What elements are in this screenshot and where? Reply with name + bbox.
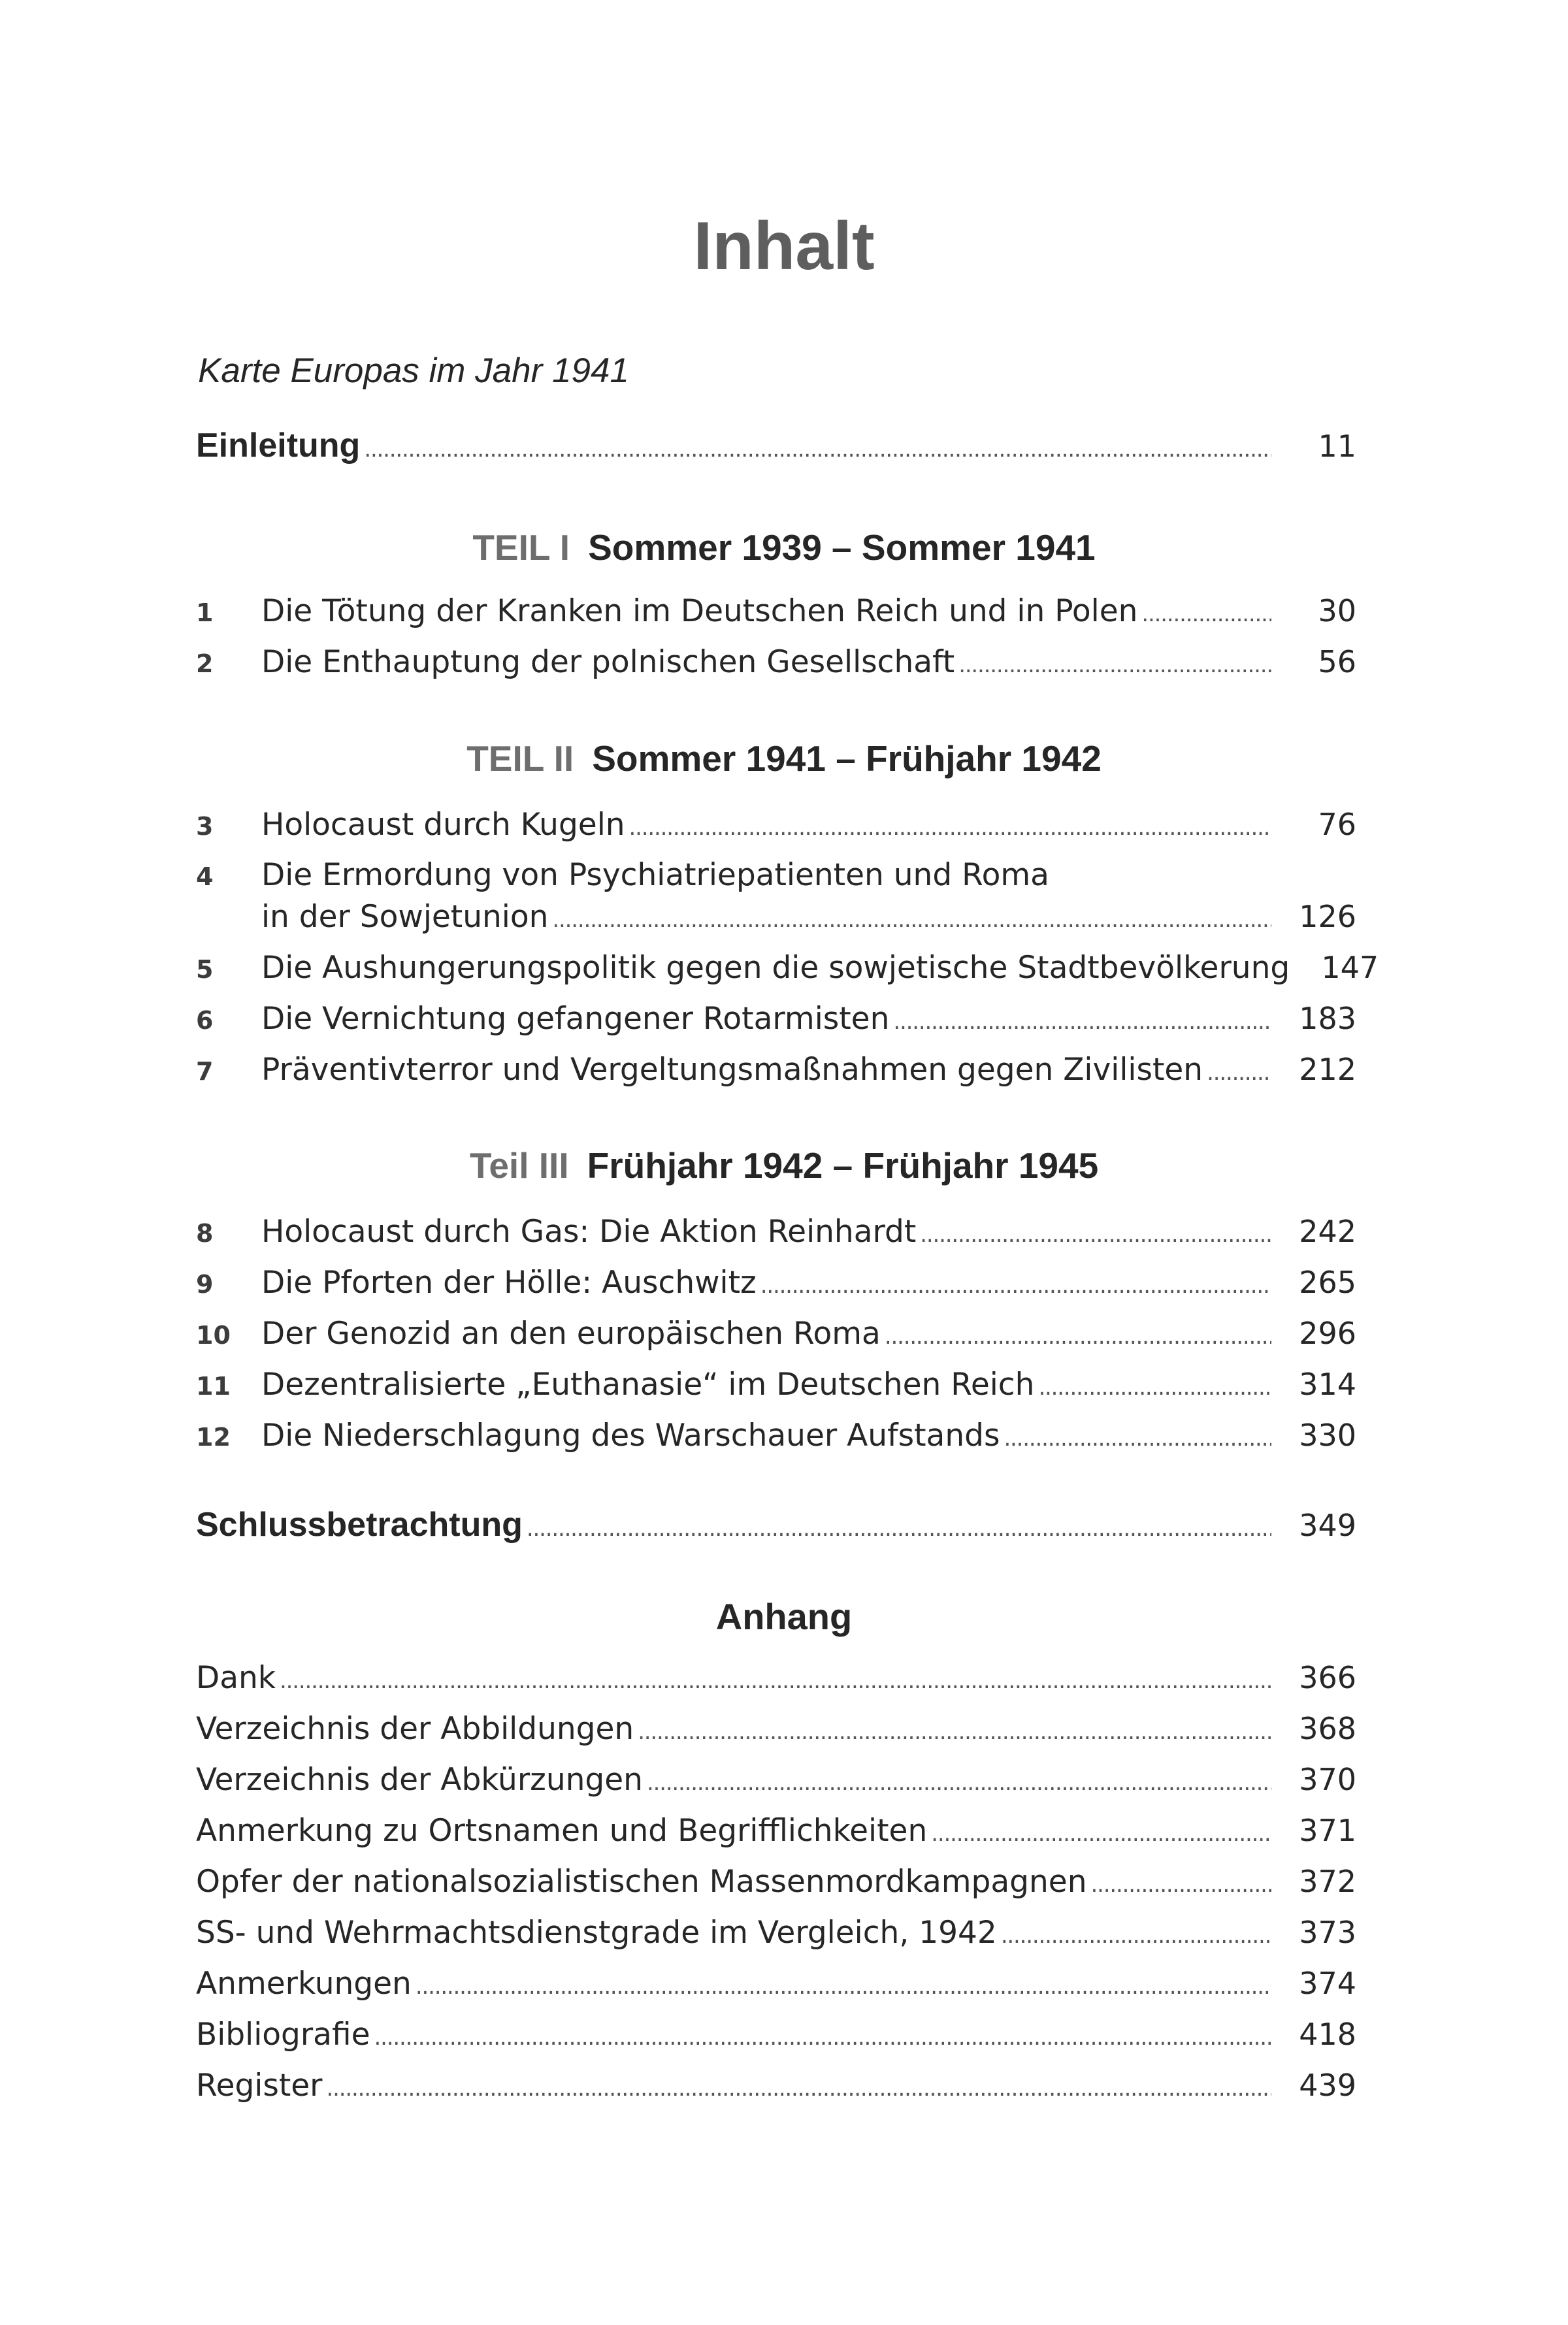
chapter-number: 3 [196, 812, 214, 841]
dot-leader [885, 1317, 1271, 1356]
chapter-number: 10 [196, 1321, 231, 1350]
entry-label: Verzeichnis der Abkürzungen [196, 1762, 643, 1798]
entry-label: Dezentralisierte „Euthanasie“ im Deutschen Reich [261, 1367, 1035, 1403]
toc-entry-conclusion[interactable] [196, 1505, 1356, 1551]
toc-entry-chapter-5[interactable] [196, 948, 1379, 994]
part-number: Teil III [469, 1145, 569, 1186]
toc-entry-appendix-register[interactable] [196, 2066, 1356, 2111]
entry-page: 265 [1299, 1265, 1356, 1300]
entry-page: 439 [1299, 2068, 1356, 2103]
entry-page: 314 [1299, 1367, 1356, 1402]
entry-page: 296 [1299, 1316, 1356, 1351]
entry-label: Die Tötung der Kranken im Deutschen Reich und in Polen [261, 593, 1138, 629]
chapter-number: 9 [196, 1270, 214, 1299]
entry-page: 372 [1299, 1864, 1356, 1899]
entry-label: Die Vernichtung gefangener Rotarmisten [261, 1001, 890, 1037]
chapter-number: 11 [196, 1372, 231, 1401]
entry-label: Die Pforten der Hölle: Auschwitz [261, 1265, 757, 1301]
dot-leader [1004, 1419, 1271, 1458]
toc-entry-chapter-11[interactable] [196, 1365, 1356, 1410]
dot-leader [374, 2018, 1272, 2057]
toc-entry-appendix-anmerkungen[interactable] [196, 1964, 1356, 2009]
toc-entry-appendix-abbildungen[interactable] [196, 1709, 1356, 1755]
entry-label: Die Enthauptung der polnischen Gesellschaft [261, 644, 955, 680]
entry-page: 373 [1299, 1915, 1356, 1950]
toc-entry-einleitung[interactable] [196, 426, 1356, 472]
dot-leader [1091, 1865, 1271, 1904]
entry-page: 242 [1299, 1214, 1356, 1249]
entry-label: Der Genozid an den europäischen Roma [261, 1316, 881, 1352]
map-entry: Karte Europas im Jahr 1941 [198, 351, 629, 390]
chapter-number: 1 [196, 598, 214, 627]
dot-leader [327, 2069, 1271, 2108]
entry-label: Die Niederschlagung des Warschauer Aufstands [261, 1418, 1000, 1454]
entry-page: 330 [1299, 1418, 1356, 1453]
toc-entry-appendix-opfer[interactable] [196, 1862, 1356, 1908]
dot-leader [629, 808, 1271, 847]
chapter-number: 7 [196, 1057, 214, 1086]
dot-leader [1038, 1368, 1271, 1407]
dot-leader [920, 1215, 1271, 1254]
chapter-number: 12 [196, 1423, 231, 1452]
dot-leader [527, 1509, 1271, 1548]
entry-label: Anmerkungen [196, 1966, 412, 2002]
dot-leader [760, 1266, 1271, 1305]
dot-leader [416, 1967, 1271, 2006]
dot-leader [647, 1763, 1271, 1802]
dot-leader [552, 900, 1271, 939]
entry-label: Verzeichnis der Abbildungen [196, 1711, 634, 1747]
entry-page: 368 [1299, 1711, 1356, 1746]
chapter-number: 5 [196, 955, 214, 984]
page-title: Inhalt [693, 208, 875, 284]
entry-label: Bibliografie [196, 2017, 370, 2053]
entry-label: SS- und Wehrmachtsdienstgrade im Vergleich, 1942 [196, 1915, 997, 1951]
toc-entry-chapter-6[interactable] [196, 999, 1356, 1045]
toc-entry-chapter-8[interactable] [196, 1212, 1356, 1258]
part-number: TEIL I [472, 527, 570, 568]
part-range: Frühjahr 1942 – Frühjahr 1945 [587, 1145, 1099, 1186]
entry-label: Opfer der nationalsozialistischen Massenmordkampagnen [196, 1864, 1087, 1900]
toc-entry-appendix-bibliografie[interactable] [196, 2015, 1356, 2060]
chapter-number: 8 [196, 1219, 214, 1248]
entry-label: Anmerkung zu Ortsnamen und Begrifflichkeiten [196, 1813, 928, 1849]
dot-leader [931, 1814, 1271, 1853]
entry-label: Präventivterror und Vergeltungsmaßnahmen gegen Zivilisten [261, 1052, 1203, 1088]
dot-leader [364, 430, 1271, 469]
dot-leader [1207, 1053, 1271, 1092]
entry-label: Holocaust durch Kugeln [261, 807, 625, 843]
dot-leader [1001, 1916, 1271, 1955]
toc-entry-chapter-10[interactable] [196, 1314, 1356, 1359]
toc-entry-chapter-9[interactable] [196, 1263, 1356, 1309]
toc-entry-chapter-4-line-1[interactable] [196, 856, 1356, 896]
part-heading-2 [0, 737, 1568, 780]
entry-label: Die Ermordung von Psychiatriepatienten und Roma [261, 857, 1049, 893]
entry-label: Schlussbetrachtung [196, 1506, 523, 1544]
entry-page: 371 [1299, 1813, 1356, 1848]
part-range: Sommer 1939 – Sommer 1941 [588, 527, 1096, 568]
chapter-number: 4 [196, 862, 214, 891]
entry-label: Dank [196, 1660, 276, 1696]
dot-leader [958, 645, 1271, 685]
entry-label: Register [196, 2068, 323, 2104]
entry-page: 126 [1299, 899, 1356, 934]
toc-entry-chapter-12[interactable] [196, 1416, 1356, 1461]
entry-page: 76 [1318, 807, 1356, 842]
dot-leader [280, 1661, 1271, 1700]
toc-entry-appendix-ortsnamen[interactable] [196, 1811, 1356, 1857]
dot-leader [638, 1712, 1271, 1751]
toc-entry-appendix-dank[interactable] [196, 1658, 1356, 1704]
toc-entry-chapter-1[interactable] [196, 591, 1356, 637]
toc-entry-chapter-7[interactable] [196, 1050, 1356, 1096]
entry-page: 418 [1299, 2017, 1356, 2052]
entry-label: Die Aushungerungspolitik gegen die sowjetische Stadtbevölkerung [261, 950, 1290, 986]
part-number: TEIL II [466, 738, 574, 779]
entry-label: Einleitung [196, 427, 361, 464]
entry-page: 183 [1299, 1001, 1356, 1036]
entry-page: 30 [1318, 593, 1356, 628]
toc-entry-chapter-4-line-2[interactable] [196, 897, 1356, 943]
entry-label: Holocaust durch Gas: Die Aktion Reinhardt [261, 1214, 917, 1250]
toc-entry-chapter-2[interactable] [196, 642, 1356, 688]
appendix-heading: Anhang [715, 1596, 853, 1637]
part-heading-3 [0, 1144, 1568, 1187]
entry-page: 366 [1299, 1660, 1356, 1695]
chapter-number: 2 [196, 649, 214, 678]
dot-leader [893, 1002, 1271, 1041]
chapter-number: 6 [196, 1006, 214, 1035]
entry-page: 56 [1318, 644, 1356, 679]
toc-entry-chapter-3[interactable] [196, 805, 1356, 851]
entry-page: 147 [1321, 950, 1379, 985]
part-heading-1 [0, 526, 1568, 569]
dot-leader [1141, 594, 1271, 634]
entry-label: in der Sowjetunion [261, 899, 549, 935]
entry-page: 212 [1299, 1052, 1356, 1087]
entry-page: 374 [1299, 1966, 1356, 2001]
entry-page: 370 [1299, 1762, 1356, 1797]
toc-entry-appendix-dienstgrade[interactable] [196, 1913, 1356, 1959]
entry-page: 349 [1299, 1508, 1356, 1543]
part-range: Sommer 1941 – Frühjahr 1942 [592, 738, 1102, 779]
toc-entry-appendix-abkuerzungen[interactable] [196, 1760, 1356, 1806]
entry-page: 11 [1318, 429, 1356, 464]
